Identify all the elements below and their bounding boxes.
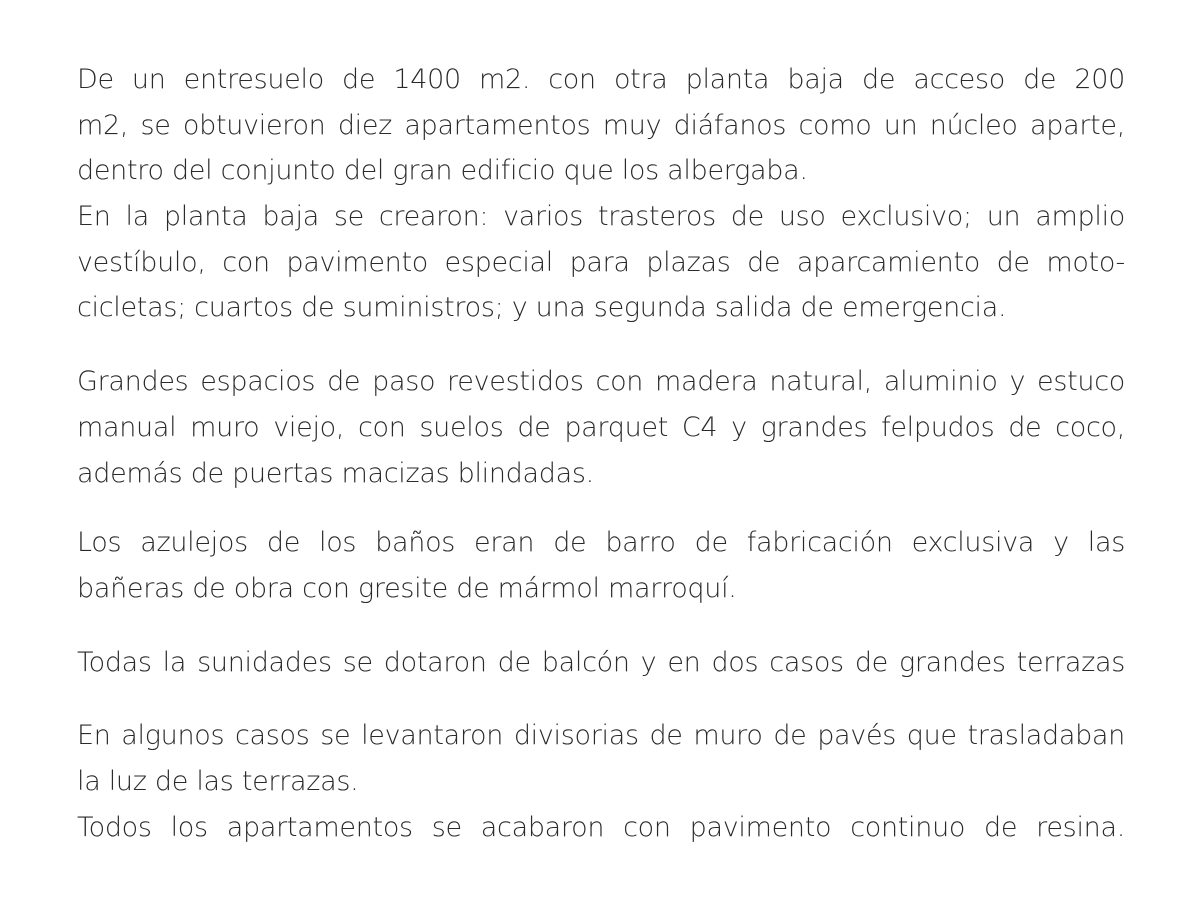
text-line: además de puertas macizas blindadas. xyxy=(77,457,594,489)
paragraph-common-spaces xyxy=(77,359,1125,496)
text-line: la luz de las terrazas. xyxy=(77,765,359,797)
paragraph-balconies xyxy=(77,640,1125,686)
paragraph-finishes xyxy=(77,713,1125,850)
text-line: dentro del conjunto del gran edificio que los albergaba. xyxy=(77,155,808,187)
text-line: Grandes espacios de paso revestidos con madera natural, aluminio y estuco xyxy=(77,366,1125,398)
text-line: bañeras de obra con gresite de mármol marroquí. xyxy=(77,572,737,604)
paragraph-spacer xyxy=(77,612,1125,640)
text-line: Los azulejos de los baños eran de barro de fabricación exclusiva y las xyxy=(77,527,1125,559)
paragraph-building-description xyxy=(77,57,1125,331)
text-line: En algunos casos se levantaron divisorias de muro de pavés que trasladaban xyxy=(77,720,1125,752)
document-page xyxy=(77,57,1125,850)
text-line: Todas la sunidades se dotaron de balcón y en dos casos de grandes terrazas xyxy=(77,646,1125,678)
text-line: Todos los apartamentos se acabaron con pavimento continuo de resina. xyxy=(77,811,1125,843)
text-line: vestíbulo, con pavimento especial para plazas de aparcamiento de moto- xyxy=(77,246,1125,278)
paragraph-spacer xyxy=(77,331,1125,359)
paragraph-spacer xyxy=(77,685,1125,713)
text-line: De un entresuelo de 1400 m2. con otra planta baja de acceso de 200 xyxy=(77,64,1125,95)
paragraph-bathrooms xyxy=(77,520,1125,611)
text-line: manual muro viejo, con suelos de parquet C4 y grandes felpudos de coco, xyxy=(77,411,1125,443)
text-line: cicletas; cuartos de suministros; y una segunda salida de emergencia. xyxy=(77,292,1007,324)
paragraph-spacer xyxy=(77,496,1125,520)
text-line: En la planta baja se crearon: varios trasteros de uso exclusivo; un amplio xyxy=(77,201,1125,233)
text-line: m2, se obtuvieron diez apartamentos muy diáfanos como un núcleo aparte, xyxy=(77,109,1125,141)
